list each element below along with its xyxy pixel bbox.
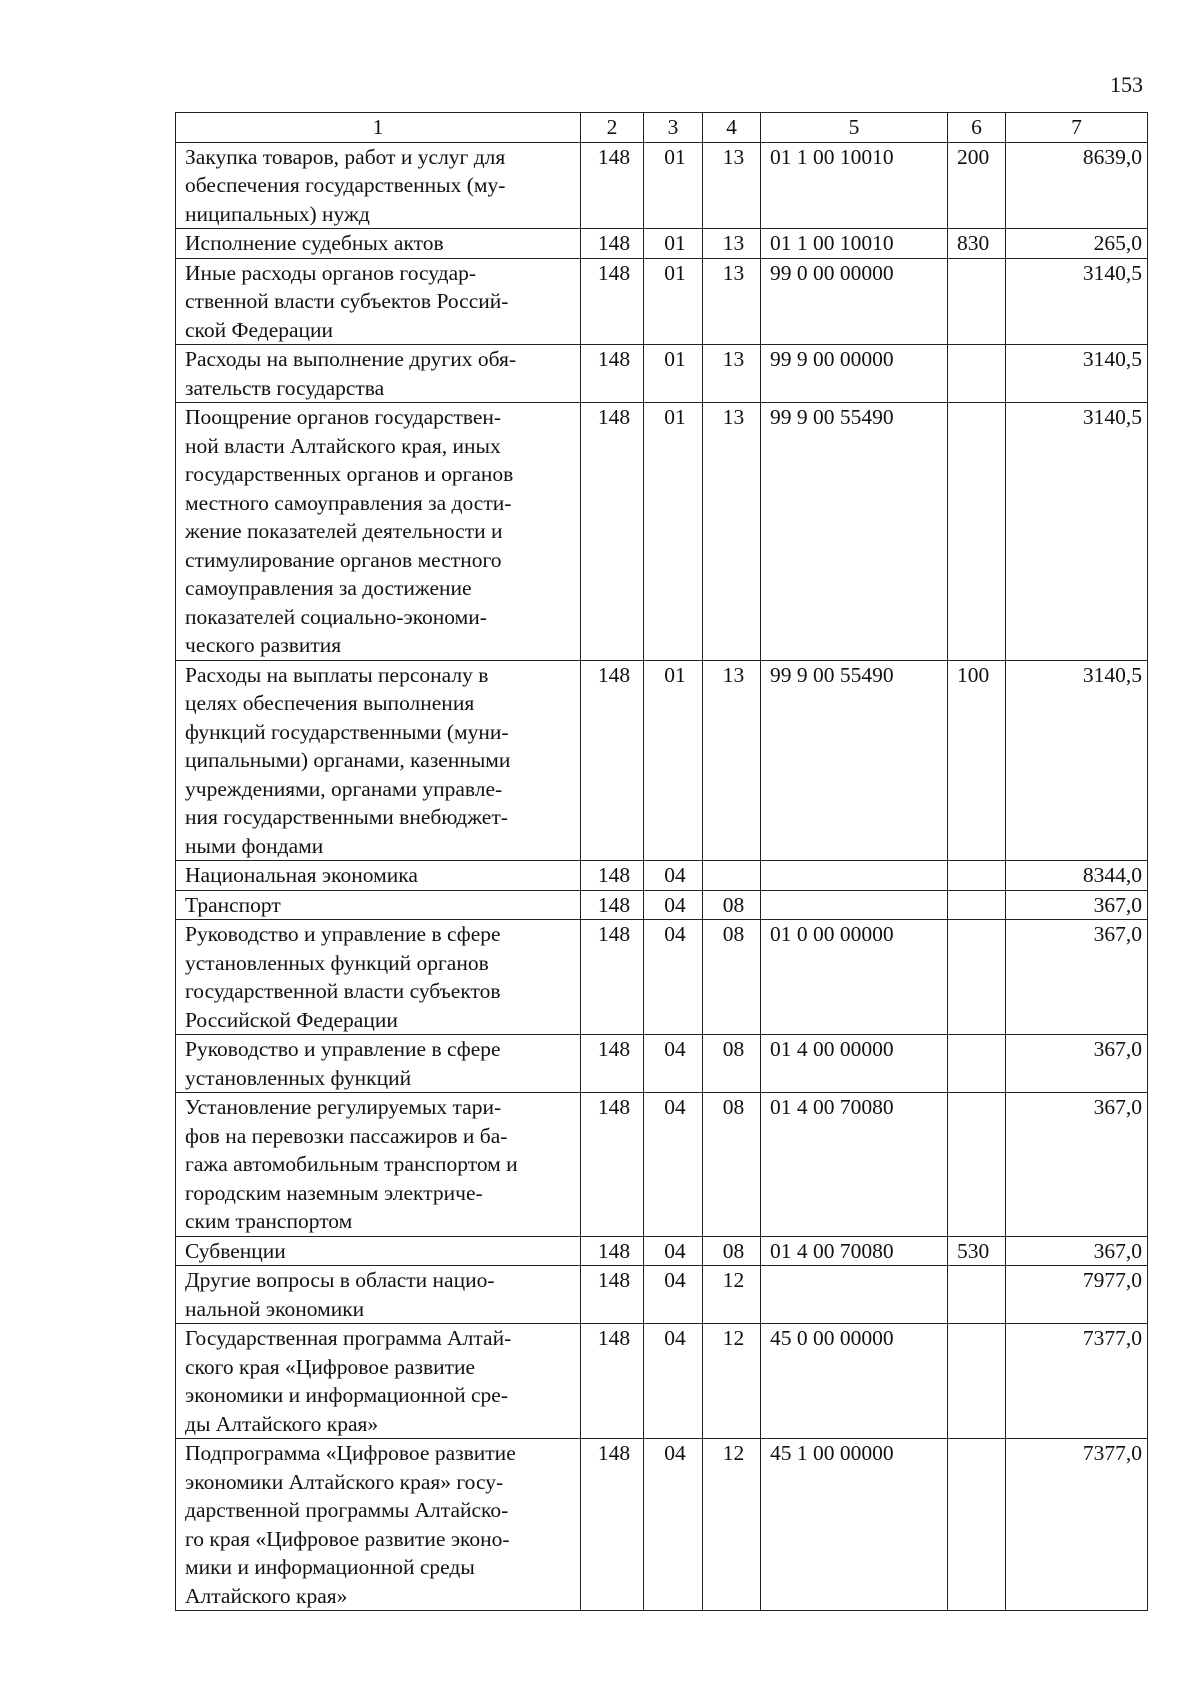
row-name-line: ского края «Цифровое развитие: [185, 1354, 476, 1379]
row-name-line: Поощрение органов государствен-: [185, 405, 502, 429]
row-expense-type-cell: 100: [948, 660, 1006, 861]
header-row: [176, 113, 1148, 143]
row-name-line: ципальными) органами, казенными: [185, 748, 511, 772]
row-target-article-cell: 01 1 00 10010: [761, 229, 948, 259]
table-body: [176, 142, 1148, 1611]
row-name-line: целях обеспечения выполнения: [185, 691, 475, 715]
header-cell-7: 7: [1006, 113, 1148, 143]
row-admin-code-cell: 148: [581, 1236, 644, 1266]
row-name-line: показателей социально-экономи-: [185, 604, 487, 629]
table-row: [176, 1266, 1148, 1324]
table-row: [176, 258, 1148, 345]
row-target-article-cell: 99 9 00 55490: [761, 403, 948, 661]
table-header: [176, 113, 1148, 143]
table-row: [176, 660, 1148, 861]
row-target-article-cell: 45 1 00 00000: [761, 1439, 948, 1611]
header-cell-6: 6: [948, 113, 1006, 143]
row-name-line: Алтайского края»: [185, 1583, 348, 1608]
row-target-article-cell: 01 1 00 10010: [761, 142, 948, 229]
table-row: [176, 890, 1148, 920]
row-admin-code-cell: 148: [581, 890, 644, 920]
row-name-line: Закупка товаров, работ и услуг для: [185, 144, 506, 169]
row-expense-type-cell: [948, 1324, 1006, 1439]
row-name-line: обеспечения государственных (му-: [185, 173, 506, 197]
row-name-cell: [176, 660, 581, 861]
row-section-cell: 04: [644, 1266, 703, 1324]
row-target-article-cell: 01 4 00 00000: [761, 1035, 948, 1093]
row-subsection-cell: 13: [703, 345, 761, 403]
row-name-line: фов на перевозки пассажиров и ба-: [185, 1123, 508, 1148]
row-admin-code-cell: 148: [581, 660, 644, 861]
row-section-cell: 01: [644, 142, 703, 229]
row-name-cell: [176, 403, 581, 661]
row-name-line: Другие вопросы в области нацио-: [185, 1268, 495, 1292]
row-expense-type-cell: [948, 861, 1006, 891]
row-name-line: Исполнение судебных актов: [185, 231, 444, 255]
row-target-article-cell: 01 0 00 00000: [761, 920, 948, 1035]
row-amount-cell: 3140,5: [1006, 258, 1148, 345]
row-admin-code-cell: 148: [581, 1324, 644, 1439]
row-name-line: нальной экономики: [185, 1296, 365, 1321]
row-admin-code-cell: 148: [581, 1093, 644, 1237]
row-subsection-cell: 13: [703, 142, 761, 229]
row-name-cell: [176, 1439, 581, 1611]
row-amount-cell: 265,0: [1006, 229, 1148, 259]
row-admin-code-cell: 148: [581, 920, 644, 1035]
row-name-cell: [176, 142, 581, 229]
row-subsection-cell: 13: [703, 229, 761, 259]
row-expense-type-cell: [948, 403, 1006, 661]
row-name-cell: [176, 1236, 581, 1266]
row-section-cell: 04: [644, 1236, 703, 1266]
table-row: [176, 1324, 1148, 1439]
row-name-line: ды Алтайского края»: [185, 1411, 379, 1436]
row-subsection-cell: 08: [703, 1093, 761, 1237]
row-name-line: ской Федерации: [185, 317, 334, 342]
row-name-line: дарственной программы Алтайско-: [185, 1498, 509, 1522]
row-subsection-cell: 08: [703, 1035, 761, 1093]
row-name-line: го края «Цифровое развитие эконо-: [185, 1526, 510, 1551]
row-expense-type-cell: 830: [948, 229, 1006, 259]
row-subsection-cell: 08: [703, 890, 761, 920]
row-amount-cell: 3140,5: [1006, 345, 1148, 403]
row-name-line: ной власти Алтайского края, иных: [185, 433, 501, 458]
row-expense-type-cell: [948, 1439, 1006, 1611]
row-subsection-cell: 08: [703, 1236, 761, 1266]
row-amount-cell: 7977,0: [1006, 1266, 1148, 1324]
row-expense-type-cell: [948, 920, 1006, 1035]
row-name-line: Иные расходы органов государ-: [185, 260, 477, 285]
row-admin-code-cell: 148: [581, 403, 644, 661]
row-name-line: гажа автомобильным транспортом и: [185, 1152, 518, 1176]
row-name-line: Государственная программа Алтай-: [185, 1326, 512, 1350]
table-row: [176, 1035, 1148, 1093]
table-row: [176, 403, 1148, 661]
row-name-line: ными фондами: [185, 833, 324, 858]
row-section-cell: 04: [644, 1439, 703, 1611]
table-row: [176, 229, 1148, 259]
row-target-article-cell: 01 4 00 70080: [761, 1236, 948, 1266]
row-admin-code-cell: 148: [581, 142, 644, 229]
row-target-article-cell: 99 9 00 55490: [761, 660, 948, 861]
row-name-cell: [176, 1266, 581, 1324]
header-cell-5: 5: [761, 113, 948, 143]
row-name-line: Национальная экономика: [185, 863, 418, 887]
row-admin-code-cell: 148: [581, 1035, 644, 1093]
row-name-line: функций государственными (муни-: [185, 719, 509, 744]
row-section-cell: 04: [644, 1035, 703, 1093]
row-target-article-cell: [761, 890, 948, 920]
row-section-cell: 04: [644, 1093, 703, 1237]
row-target-article-cell: [761, 861, 948, 891]
row-subsection-cell: 12: [703, 1324, 761, 1439]
budget-table: [175, 112, 1148, 1611]
row-expense-type-cell: [948, 890, 1006, 920]
table-row: [176, 861, 1148, 891]
row-subsection-cell: 08: [703, 920, 761, 1035]
row-amount-cell: 3140,5: [1006, 403, 1148, 661]
header-cell-1: 1: [176, 113, 581, 143]
row-amount-cell: 8344,0: [1006, 861, 1148, 891]
row-subsection-cell: 12: [703, 1439, 761, 1611]
header-cell-2: 2: [581, 113, 644, 143]
page-number: 153: [1110, 72, 1143, 97]
row-name-line: стимулирование органов местного: [185, 547, 502, 572]
row-name-line: местного самоуправления за дости-: [185, 490, 512, 515]
row-expense-type-cell: [948, 1266, 1006, 1324]
row-target-article-cell: [761, 1266, 948, 1324]
row-section-cell: 04: [644, 1324, 703, 1439]
row-expense-type-cell: [948, 1093, 1006, 1237]
row-subsection-cell: 13: [703, 660, 761, 861]
row-section-cell: 04: [644, 890, 703, 920]
row-name-cell: [176, 1093, 581, 1237]
row-name-line: государственной власти субъектов: [185, 979, 501, 1003]
row-amount-cell: 7377,0: [1006, 1439, 1148, 1611]
table-row: [176, 345, 1148, 403]
row-name-cell: [176, 861, 581, 891]
row-name-line: городским наземным электриче-: [185, 1180, 483, 1205]
row-name-line: экономики Алтайского края» госу-: [185, 1469, 504, 1494]
row-amount-cell: 367,0: [1006, 1093, 1148, 1237]
row-name-line: Расходы на выплаты персоналу в: [185, 662, 489, 687]
row-amount-cell: 367,0: [1006, 1035, 1148, 1093]
row-name-line: зательств государства: [185, 375, 385, 400]
row-name-line: экономики и информационной сре-: [185, 1383, 509, 1407]
row-section-cell: 01: [644, 345, 703, 403]
row-amount-cell: 3140,5: [1006, 660, 1148, 861]
row-section-cell: 01: [644, 229, 703, 259]
table-row: [176, 1093, 1148, 1237]
row-name-line: ским транспортом: [185, 1209, 353, 1233]
row-admin-code-cell: 148: [581, 258, 644, 345]
row-amount-cell: 367,0: [1006, 920, 1148, 1035]
row-section-cell: 01: [644, 403, 703, 661]
row-admin-code-cell: 148: [581, 861, 644, 891]
row-section-cell: 01: [644, 660, 703, 861]
row-section-cell: 04: [644, 861, 703, 891]
row-expense-type-cell: 200: [948, 142, 1006, 229]
row-amount-cell: 8639,0: [1006, 142, 1148, 229]
header-cell-4: 4: [703, 113, 761, 143]
row-name-line: учреждениями, органами управле-: [185, 776, 503, 801]
row-expense-type-cell: [948, 1035, 1006, 1093]
table-row: [176, 142, 1148, 229]
row-name-line: Подпрограмма «Цифровое развитие: [185, 1441, 516, 1465]
row-amount-cell: 367,0: [1006, 890, 1148, 920]
table-row: [176, 1236, 1148, 1266]
row-name-line: ния государственными внебюджет-: [185, 805, 508, 829]
row-subsection-cell: [703, 861, 761, 891]
row-admin-code-cell: 148: [581, 229, 644, 259]
row-amount-cell: 7377,0: [1006, 1324, 1148, 1439]
row-name-cell: [176, 345, 581, 403]
row-name-line: Российской Федерации: [185, 1007, 398, 1032]
row-target-article-cell: 01 4 00 70080: [761, 1093, 948, 1237]
row-name-line: Установление регулируемых тари-: [185, 1095, 502, 1119]
row-name-line: Руководство и управление в сфере: [185, 922, 501, 946]
row-name-cell: [176, 890, 581, 920]
row-subsection-cell: 12: [703, 1266, 761, 1324]
table-row: [176, 920, 1148, 1035]
row-expense-type-cell: [948, 345, 1006, 403]
row-name-line: жение показателей деятельности и: [185, 519, 503, 543]
row-name-line: государственных органов и органов: [185, 462, 514, 486]
row-subsection-cell: 13: [703, 403, 761, 661]
row-admin-code-cell: 148: [581, 1266, 644, 1324]
row-name-line: установленных функций органов: [185, 950, 489, 975]
row-subsection-cell: 13: [703, 258, 761, 345]
row-target-article-cell: 45 0 00 00000: [761, 1324, 948, 1439]
row-name-cell: [176, 229, 581, 259]
row-admin-code-cell: 148: [581, 1439, 644, 1611]
header-cell-3: 3: [644, 113, 703, 143]
row-name-cell: [176, 1035, 581, 1093]
row-section-cell: 04: [644, 920, 703, 1035]
row-target-article-cell: 99 0 00 00000: [761, 258, 948, 345]
row-amount-cell: 367,0: [1006, 1236, 1148, 1266]
row-name-line: самоуправления за достижение: [185, 576, 472, 600]
row-name-line: установленных функций: [185, 1065, 412, 1090]
row-name-line: мики и информационной среды: [185, 1555, 475, 1579]
row-name-line: Транспорт: [185, 892, 281, 917]
row-name-cell: [176, 258, 581, 345]
row-name-cell: [176, 1324, 581, 1439]
row-section-cell: 01: [644, 258, 703, 345]
row-name-line: Руководство и управление в сфере: [185, 1037, 501, 1061]
row-name-line: ческого развития: [185, 633, 342, 657]
row-expense-type-cell: 530: [948, 1236, 1006, 1266]
row-admin-code-cell: 148: [581, 345, 644, 403]
row-name-line: Субвенции: [185, 1238, 286, 1263]
row-name-line: ниципальных) нужд: [185, 201, 370, 226]
row-expense-type-cell: [948, 258, 1006, 345]
row-name-cell: [176, 920, 581, 1035]
row-name-line: Расходы на выполнение других обя-: [185, 347, 517, 371]
table-row: [176, 1439, 1148, 1611]
row-target-article-cell: 99 9 00 00000: [761, 345, 948, 403]
row-name-line: ственной власти субъектов Россий-: [185, 289, 509, 313]
